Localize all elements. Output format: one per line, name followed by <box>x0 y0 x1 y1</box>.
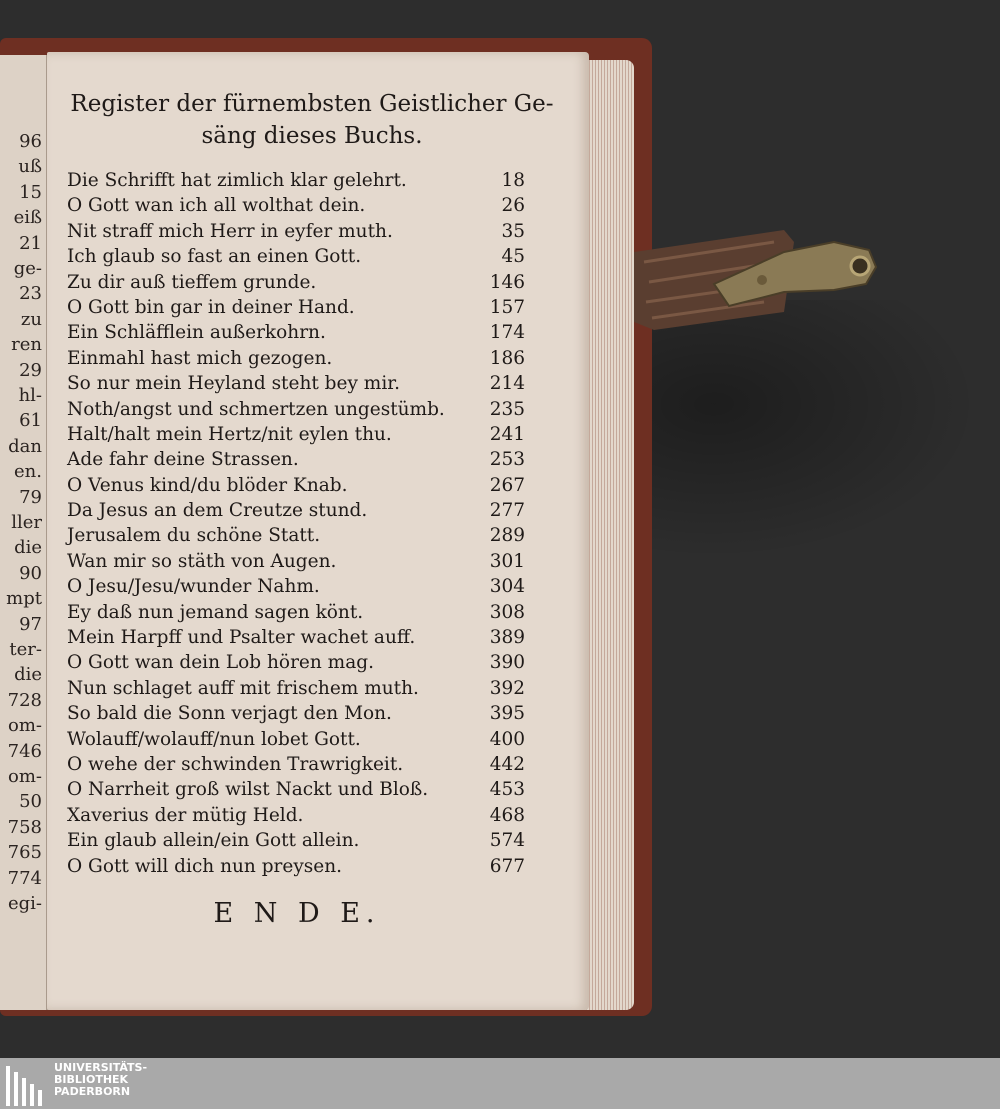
page-edges <box>584 60 634 1010</box>
register-list <box>67 168 525 879</box>
entry-title: Wolauff/wolauff/nun lobet Gott. <box>67 728 361 750</box>
margin-fragment: om- <box>8 715 42 737</box>
entry-title: O Gott will dich nun preysen. <box>67 855 343 877</box>
margin-fragment: 746 <box>7 740 42 762</box>
register-entry <box>67 752 525 777</box>
entry-title: Nit straff mich Herr in eyfer muth. <box>67 220 393 242</box>
entry-page-number: 214 <box>489 373 525 395</box>
footer-bar <box>0 1058 1000 1109</box>
entry-title: Einmahl hast mich gezogen. <box>67 347 333 369</box>
margin-fragment: ge- <box>13 258 42 279</box>
entry-page-number: 235 <box>489 398 525 420</box>
margin-fragment: ren <box>11 334 42 356</box>
margin-fragment: 15 <box>19 181 42 203</box>
library-logo-text <box>54 1062 147 1098</box>
logo-line-2: BIBLIOTHEK <box>54 1073 129 1086</box>
entry-page-number: 468 <box>489 804 525 826</box>
entry-page-number: 277 <box>489 500 525 522</box>
register-entry <box>67 549 525 574</box>
entry-page-number: 289 <box>489 525 525 547</box>
entry-page-number: 174 <box>489 322 525 344</box>
entry-title: Ade fahr deine Strassen. <box>67 449 299 471</box>
entry-page-number: 392 <box>489 677 525 699</box>
library-logo-icon <box>6 1062 46 1106</box>
clasp-shadow <box>600 300 980 560</box>
margin-fragment: 774 <box>7 867 42 889</box>
register-entry <box>67 168 525 193</box>
register-entry <box>67 244 525 269</box>
register-entry <box>67 701 525 726</box>
margin-fragment: om- <box>8 766 42 787</box>
entry-title: So nur mein Heyland steht bey mir. <box>67 373 400 395</box>
logo-line-3: PADERBORN <box>54 1085 131 1098</box>
register-entry <box>67 295 525 320</box>
register-entry <box>67 371 525 396</box>
entry-title: O Narrheit groß wilst Nackt und Bloß. <box>67 779 429 801</box>
entry-title: Da Jesus an dem Creutze stund. <box>67 500 368 522</box>
register-entry <box>67 676 525 701</box>
register-entry <box>67 650 525 675</box>
entry-title: O Gott wan dein Lob hören mag. <box>67 652 374 674</box>
logo-line-1: UNIVERSITÄTS- <box>54 1061 148 1074</box>
margin-fragment: 50 <box>19 791 42 813</box>
entry-page-number: 253 <box>489 449 525 471</box>
entry-page-number: 390 <box>489 652 525 674</box>
margin-fragment: 765 <box>7 842 42 864</box>
entry-page-number: 400 <box>489 728 525 750</box>
left-page-fragment <box>0 55 49 1010</box>
margin-fragment: 79 <box>19 486 42 508</box>
margin-fragment: ter- <box>9 639 42 660</box>
entry-title: Ein Schläfflein außerkohrn. <box>67 322 326 344</box>
entry-title: Nun schlaget auff mit frischem muth. <box>67 677 419 699</box>
entry-page-number: 26 <box>501 195 525 217</box>
register-entry <box>67 397 525 422</box>
entry-page-number: 453 <box>489 779 525 801</box>
margin-fragment: 23 <box>19 283 42 305</box>
register-entry <box>67 270 525 295</box>
entry-title: O Jesu/Jesu/wunder Nahm. <box>67 576 320 598</box>
entry-page-number: 35 <box>501 220 525 242</box>
entry-title: Mein Harpff und Psalter wachet auff. <box>67 627 416 649</box>
register-entry <box>67 447 525 472</box>
entry-page-number: 304 <box>489 576 525 598</box>
margin-fragment: eiß <box>13 207 42 229</box>
page-title <box>67 88 557 152</box>
title-line-1: Register der fürnembsten Geistlicher Ge- <box>70 91 554 117</box>
entry-title: Xaverius der mütig Held. <box>67 804 304 826</box>
margin-fragment: 90 <box>19 562 42 584</box>
margin-fragment: ller <box>11 512 42 533</box>
entry-title: Ein glaub allein/ein Gott allein. <box>67 830 360 852</box>
entry-title: O wehe der schwinden Trawrigkeit. <box>67 753 404 775</box>
register-entry <box>67 193 525 218</box>
entry-title: Wan mir so stäth von Augen. <box>67 550 337 572</box>
margin-fragment: die <box>14 664 42 686</box>
entry-page-number: 146 <box>489 271 525 293</box>
margin-fragment: egi- <box>7 893 42 914</box>
register-entry <box>67 727 525 752</box>
register-entry <box>67 803 525 828</box>
margin-fragment: zu <box>20 308 42 330</box>
entry-title: Jerusalem du schöne Statt. <box>67 525 321 547</box>
margin-fragment: 728 <box>7 689 42 711</box>
margin-fragment: 97 <box>19 613 42 635</box>
register-entry <box>67 422 525 447</box>
margin-fragment: 61 <box>19 410 42 432</box>
register-entry <box>67 473 525 498</box>
register-entry <box>67 828 525 853</box>
ende-text: E N D E. <box>213 898 381 929</box>
entry-title: Halt/halt mein Hertz/nit eylen thu. <box>67 423 392 445</box>
margin-fragment: uß <box>18 156 42 178</box>
book-clasp <box>634 222 879 332</box>
register-entry <box>67 854 525 879</box>
entry-title: Ich glaub so fast an einen Gott. <box>67 246 362 268</box>
register-entry <box>67 574 525 599</box>
entry-title: Zu dir auß tieffem grunde. <box>67 271 317 293</box>
register-entry <box>67 320 525 345</box>
margin-fragment: 29 <box>19 359 42 381</box>
entry-page-number: 157 <box>489 296 525 318</box>
margin-fragment: 21 <box>19 232 42 254</box>
entry-title: Die Schrifft hat zimlich klar gelehrt. <box>67 170 407 191</box>
margin-fragment: dan <box>8 435 42 457</box>
entry-page-number: 308 <box>489 601 525 623</box>
register-entry <box>67 498 525 523</box>
register-entry <box>67 219 525 244</box>
right-page <box>47 52 589 1010</box>
title-line-2: säng dieses Buchs. <box>201 123 423 149</box>
register-entry <box>67 523 525 548</box>
entry-page-number: 45 <box>501 246 525 268</box>
register-entry <box>67 625 525 650</box>
register-entry <box>67 600 525 625</box>
entry-page-number: 186 <box>489 347 525 369</box>
entry-page-number: 18 <box>501 170 525 191</box>
entry-title: O Venus kind/du blöder Knab. <box>67 474 348 496</box>
entry-page-number: 395 <box>489 703 525 725</box>
entry-page-number: 241 <box>489 423 525 445</box>
entry-title: O Gott bin gar in deiner Hand. <box>67 296 355 318</box>
entry-title: So bald die Sonn verjagt den Mon. <box>67 703 392 725</box>
register-entry <box>67 777 525 802</box>
entry-page-number: 442 <box>489 753 525 775</box>
margin-fragment: 96 <box>19 131 42 152</box>
margin-fragment: die <box>14 537 42 559</box>
margin-fragment: en. <box>14 461 42 483</box>
entry-page-number: 389 <box>489 627 525 649</box>
entry-title: Ey daß nun jemand sagen könt. <box>67 601 364 623</box>
margin-fragment: hl- <box>18 385 42 406</box>
entry-page-number: 301 <box>489 550 525 572</box>
margin-fragment: 758 <box>7 816 42 838</box>
register-entry <box>67 346 525 371</box>
entry-page-number: 574 <box>489 830 525 852</box>
margin-fragment: mpt <box>6 588 42 610</box>
entry-page-number: 267 <box>489 474 525 496</box>
entry-title: O Gott wan ich all wolthat dein. <box>67 195 366 217</box>
entry-title: Noth/angst und schmertzen ungestümb. <box>67 398 445 420</box>
entry-page-number: 677 <box>489 855 525 877</box>
